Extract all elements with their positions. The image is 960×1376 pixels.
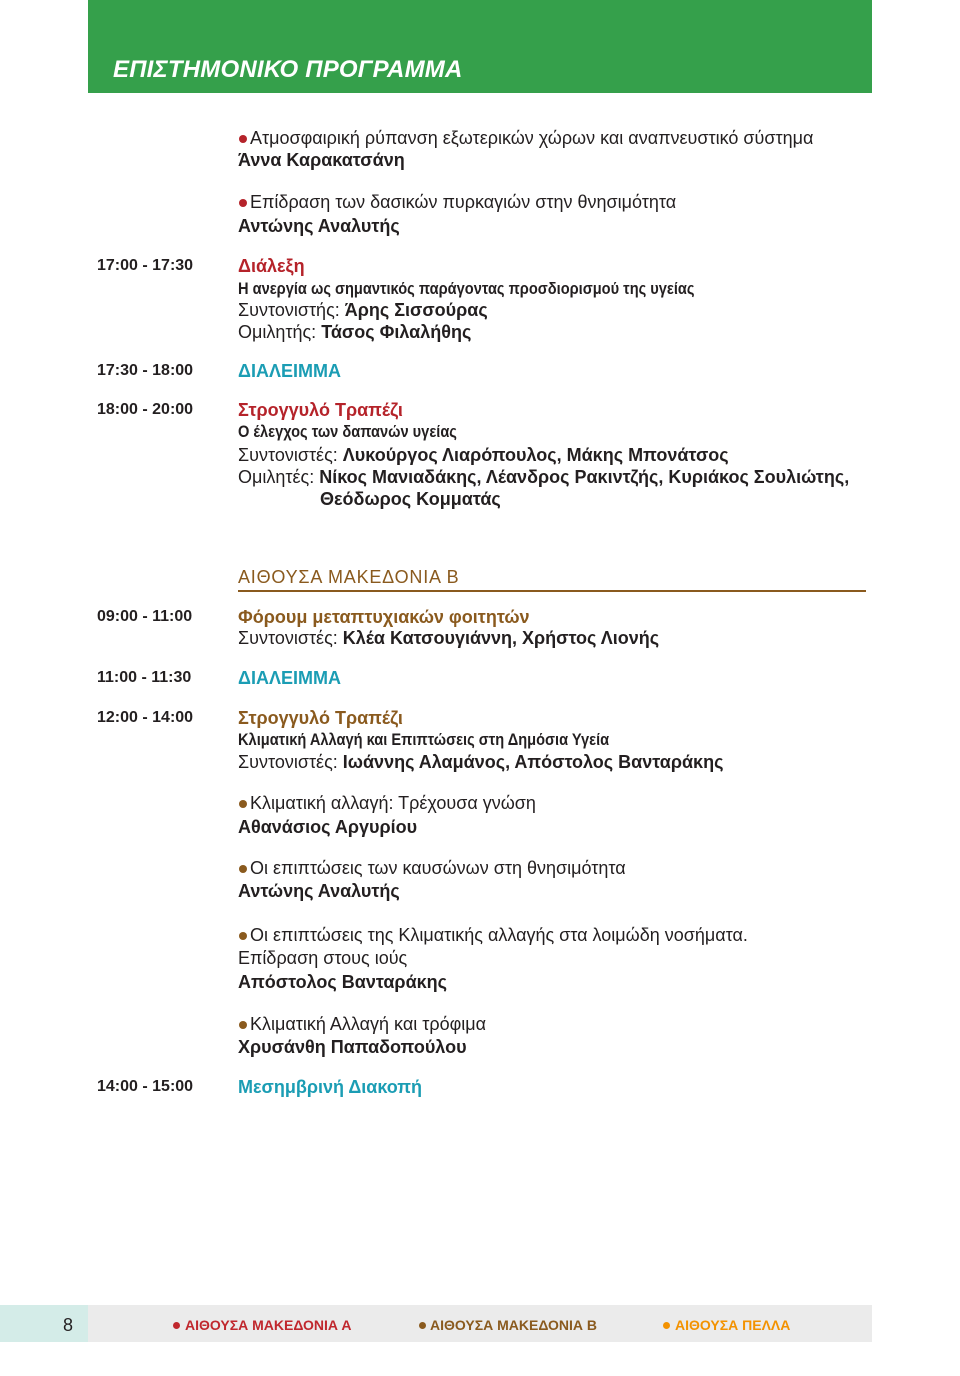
session-time: 18:00 - 20:00 (97, 401, 194, 418)
talk-speaker: Άννα Καρακατσάνη (238, 150, 405, 170)
bullet-icon (239, 865, 247, 873)
session-type: Στρογγυλό Τραπέζι (238, 708, 403, 728)
hall-heading-rule (238, 590, 866, 592)
moderators-label: Συντονιστές: (238, 752, 338, 772)
legend-hall-b: ΑΙΘΟΥΣΑ ΜΑΚΕΔΟΝΙΑ Β (430, 1317, 598, 1333)
talk-title: Κλιματική αλλαγή: Τρέχουσα γνώση (250, 793, 536, 813)
moderator-label: Συντονιστής: (238, 300, 340, 320)
talk-title: Οι επιπτώσεις της Κλιματικής αλλαγής στα λοιμώδη νοσήματα. (250, 925, 748, 945)
speakers-names-continued: Θεόδωρος Κομματάς (320, 489, 501, 509)
session-time: 09:00 - 11:00 (97, 608, 193, 625)
legend-dot-icon (663, 1322, 670, 1329)
bullet-icon (239, 1021, 247, 1029)
session-time: 17:00 - 17:30 (97, 257, 194, 274)
moderators-names: Κλέα Κατσουγιάννη, Χρήστος Λιονής (342, 628, 660, 648)
talk-title: Κλιματική Αλλαγή και τρόφιμα (250, 1014, 487, 1034)
moderators-line (238, 751, 723, 773)
session-time: 14:00 - 15:00 (97, 1078, 194, 1095)
legend-hall-a: ΑΙΘΟΥΣΑ ΜΑΚΕΔΟΝΙΑ Α (185, 1317, 352, 1333)
talk-speaker: Αντώνης Αναλυτής (238, 216, 400, 236)
lunch-break-label: Μεσημβρινή Διακοπή (238, 1077, 423, 1097)
break-label: ΔΙΑΛΕΙΜΜΑ (238, 361, 341, 381)
talk-subtitle: Επίδραση στους ιούς (238, 948, 408, 968)
speaker-line (238, 321, 471, 343)
speakers-line (238, 466, 849, 488)
talk-speaker: Απόστολος Βανταράκης (238, 972, 448, 992)
session-type: Διάλεξη (238, 256, 305, 276)
session-type: Φόρουμ μεταπτυχιακών φοιτητών (238, 607, 530, 627)
bullet-icon (239, 135, 247, 143)
talk-speaker: Αντώνης Αναλυτής (238, 881, 400, 901)
speaker-label: Ομιλητής: (238, 322, 317, 342)
header-bar (88, 0, 872, 93)
session-type: Στρογγυλό Τραπέζι (238, 400, 403, 420)
talk-title: Ατμοσφαιρική ρύπανση εξωτερικών χώρων και αναπνευστικό σύστημα (250, 128, 814, 148)
moderator-line (238, 299, 488, 321)
break-label: ΔΙΑΛΕΙΜΜΑ (238, 668, 341, 688)
moderators-label: Συντονιστές: (238, 628, 338, 648)
legend-dot-icon (173, 1322, 180, 1329)
speakers-names: Νίκος Μανιαδάκης, Λέανδρος Ρακιντζής, Κυριάκος Σουλιώτης, (319, 467, 850, 487)
session-time: 11:00 - 11:30 (97, 669, 192, 686)
bullet-icon (239, 199, 247, 207)
session-time: 17:30 - 18:00 (97, 362, 194, 379)
session-topic: Η ανεργία ως σημαντικός παράγοντας προσδιορισμού της υγείας (238, 279, 695, 298)
moderator-name: Άρης Σισσούρας (344, 300, 488, 320)
session-topic: Ο έλεγχος των δαπανών υγείας (238, 422, 457, 441)
bullet-icon (239, 800, 247, 808)
session-topic: Κλιματική Αλλαγή και Επιπτώσεις στη Δημόσια Υγεία (238, 730, 610, 749)
bullet-icon (239, 932, 247, 940)
legend-hall-pella: ΑΙΘΟΥΣΑ ΠΕΛΛΑ (675, 1317, 791, 1333)
talk-speaker: Χρυσάνθη Παπαδοπούλου (238, 1037, 467, 1057)
talk-title: Οι επιπτώσεις των καυσώνων στη θνησιμότητα (250, 858, 626, 878)
hall-heading: ΑΙΘΟΥΣΑ ΜΑΚΕΔΟΝΙΑ Β (238, 567, 460, 587)
session-time: 12:00 - 14:00 (97, 709, 194, 726)
speaker-name: Τάσος Φιλαλήθης (321, 322, 472, 342)
page-title: ΕΠΙΣΤΗΜΟΝΙΚΟ ΠΡΟΓΡΑΜΜΑ (113, 56, 463, 83)
moderators-line (238, 627, 659, 649)
moderators-names: Ιωάννης Αλαμάνος, Απόστολος Βανταράκης (342, 752, 724, 772)
moderators-line (238, 444, 729, 466)
moderators-label: Συντονιστές: (238, 445, 338, 465)
speakers-label: Ομιλητές: (238, 467, 315, 487)
talk-title: Επίδραση των δασικών πυρκαγιών στην θνησιμότητα (250, 192, 677, 212)
legend-dot-icon (419, 1322, 426, 1329)
page-number-box (0, 1305, 88, 1342)
page-number: 8 (63, 1315, 74, 1335)
moderators-names: Λυκούργος Λιαρόπουλος, Μάκης Μπονάτσος (342, 445, 729, 465)
talk-speaker: Αθανάσιος Αργυρίου (238, 817, 418, 837)
